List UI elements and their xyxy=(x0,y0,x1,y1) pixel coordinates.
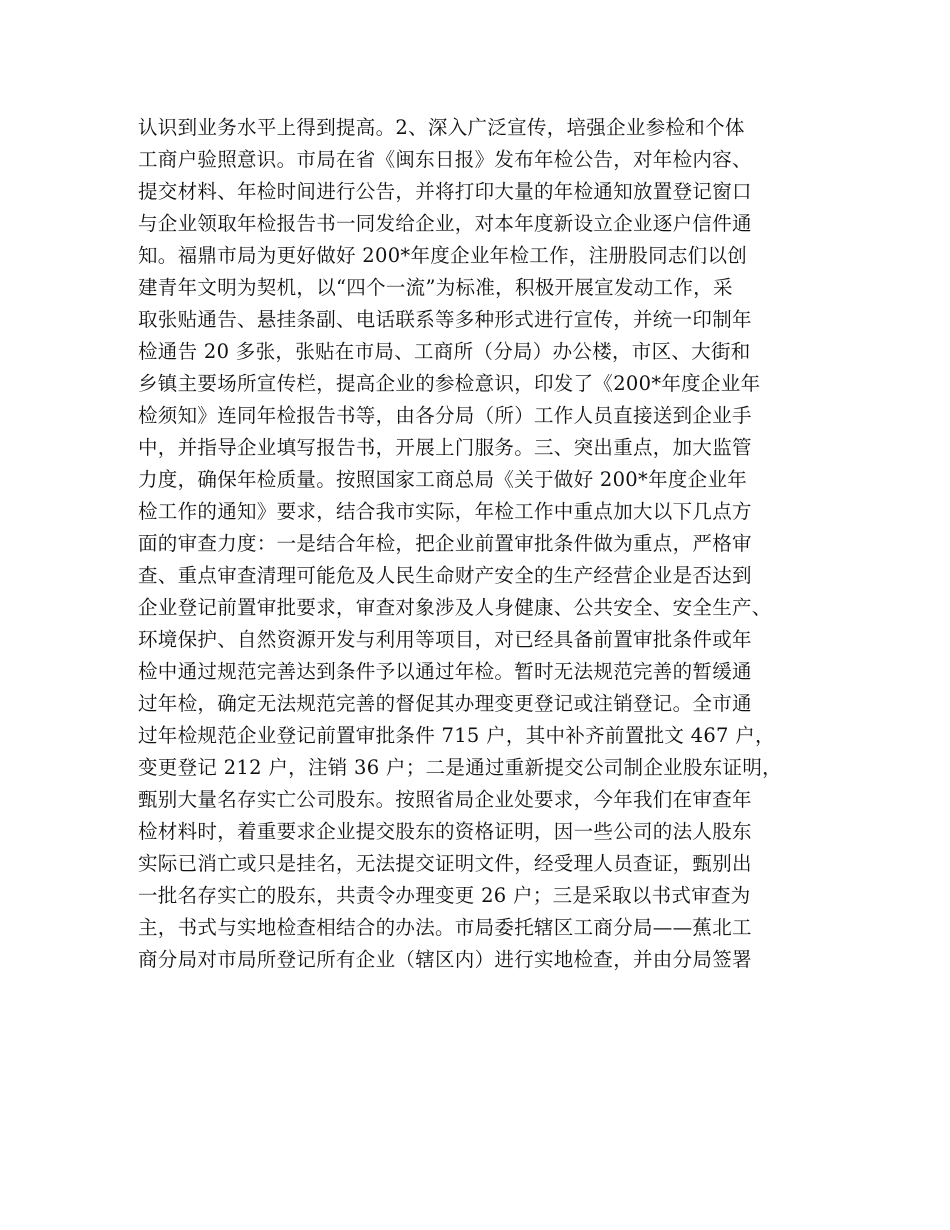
text-line: 一批名存实亡的股东，共责令办理变更 26 户；三是采取以书式审查为 xyxy=(138,884,751,907)
text-line: 认识到业务水平上得到提高。2、深入广泛宣传，培强企业参检和个体 xyxy=(138,116,745,139)
text-line: 商分局对市局所登记所有企业（辖区内）进行实地检查，并由分局签署 xyxy=(138,948,752,971)
body-text xyxy=(138,112,828,976)
text-line: 乡镇主要场所宣传栏，提高企业的参检意识，印发了《200*年度企业年 xyxy=(138,372,761,395)
text-line: 检材料时，着重要求企业提交股东的资格证明，因一些公司的法人股东 xyxy=(138,820,752,843)
text-line: 力度，确保年检质量。按照国家工商总局《关于做好 200*年度企业年 xyxy=(138,468,748,491)
text-line: 企业登记前置审批要求，审查对象涉及人身健康、公共安全、安全生产、 xyxy=(138,596,772,619)
text-line: 环境保护、自然资源开发与利用等项目，对已经具备前置审批条件或年 xyxy=(138,628,752,651)
text-line: 查、重点审查清理可能危及人民生命财产安全的生产经营企业是否达到 xyxy=(138,564,752,587)
text-line: 过年检规范企业登记前置审批条件 715 户，其中补齐前置批文 467 户， xyxy=(138,724,775,747)
text-line: 过年检，确定无法规范完善的督促其办理变更登记或注销登记。全市通 xyxy=(138,692,752,715)
text-line: 检工作的通知》要求，结合我市实际，年检工作中重点加大以下几点方 xyxy=(138,500,752,523)
text-line: 提交材料、年检时间进行公告，并将打印大量的年检通知放置登记窗口 xyxy=(138,180,752,203)
text-line: 工商户验照意识。市局在省《闽东日报》发布年检公告，对年检内容、 xyxy=(138,148,752,171)
text-line: 面的审查力度：一是结合年检，把企业前置审批条件做为重点，严格审 xyxy=(138,532,752,555)
text-line: 中，并指导企业填写报告书，开展上门服务。三、突出重点，加大监管 xyxy=(138,436,752,459)
text-line: 取张贴通告、悬挂条副、电话联系等多种形式进行宣传，并统一印制年 xyxy=(138,308,752,331)
text-line: 主，书式与实地检查相结合的办法。市局委托辖区工商分局——蕉北工 xyxy=(138,916,752,939)
text-line: 检中通过规范完善达到条件予以通过年检。暂时无法规范完善的暂缓通 xyxy=(138,660,752,683)
text-line: 检通告 20 多张，张贴在市局、工商所（分局）办公楼，市区、大街和 xyxy=(138,340,751,363)
text-line: 与企业领取年检报告书一同发给企业，对本年度新设立企业逐户信件通 xyxy=(138,212,752,235)
text-line: 建青年文明为契机，以“四个一流”为标准，积极开展宣发动工作，采 xyxy=(138,276,733,299)
text-line: 甄别大量名存实亡公司股东。按照省局企业处要求，今年我们在审查年 xyxy=(138,788,752,811)
text-line: 实际已消亡或只是挂名，无法提交证明文件，经受理人员查证，甄别出 xyxy=(138,852,752,875)
text-line: 检须知》连同年检报告书等，由各分局（所）工作人员直接送到企业手 xyxy=(138,404,752,427)
text-line: 变更登记 212 户，注销 36 户；二是通过重新提交公司制企业股东证明， xyxy=(138,756,782,779)
text-line: 知。福鼎市局为更好做好 200*年度企业年检工作，注册股同志们以创 xyxy=(138,244,748,267)
